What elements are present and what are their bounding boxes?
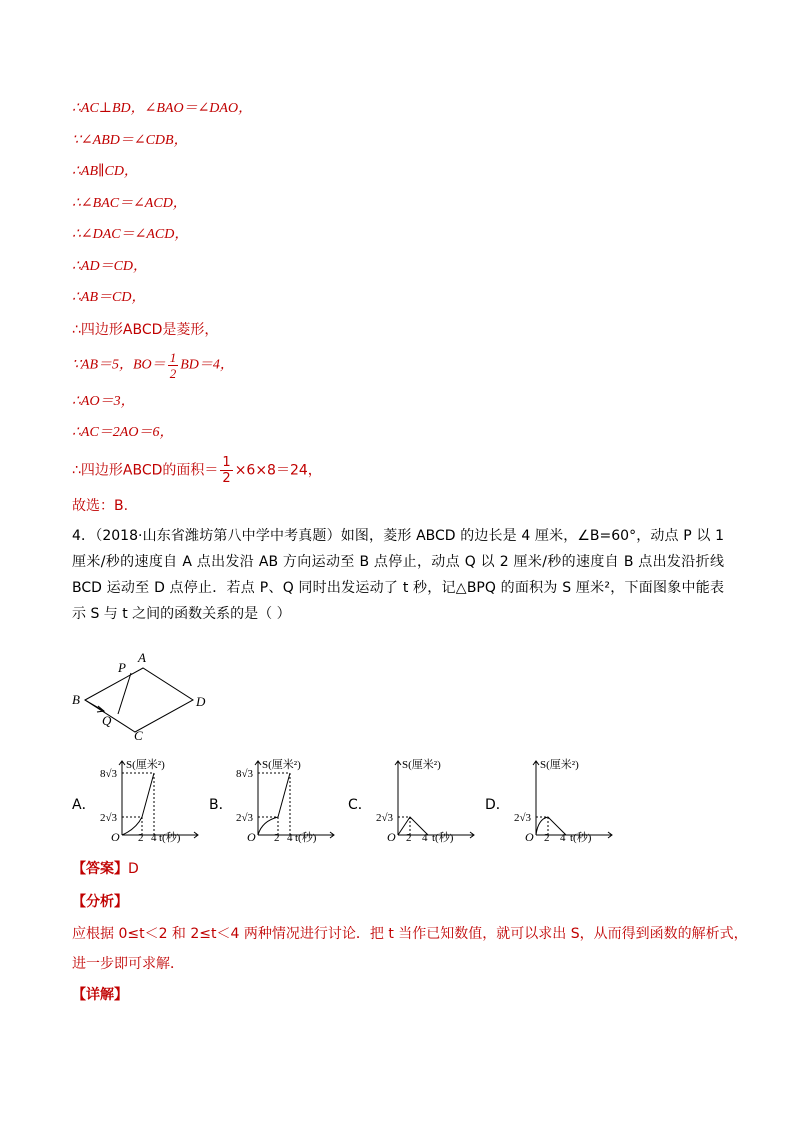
tick-2: 2: [406, 832, 412, 844]
proof-line-10: ∴AO＝3，: [72, 394, 135, 409]
tick-4: 4: [560, 832, 566, 844]
y-axis-label: S(厘米²): [402, 759, 441, 771]
proof-line-12-pre: ∴四边形ABCD的面积＝: [72, 462, 219, 479]
label-q: Q: [102, 713, 112, 728]
origin-label: O: [525, 830, 534, 844]
proof-line-12-post: ×6×8＝24，: [234, 462, 322, 479]
fraction-denominator: 2: [169, 366, 177, 381]
question-text: 4．（2018·山东省潍坊第八中学中考真题）如图，菱形 ABCD 的边长是 4 厘米，∠B=60°，动点 P 以 1 厘米/秒的速度自 A 点出发沿 AB 方向运动至 B 点停止，动点 Q 以 2 厘米/秒的速度自 B 点出发沿折线 BCD 运动至 D 点停止．若点 P、Q 同时出发运动了 t 秒，记△BPQ 的面积为 S 厘米²，下面图象中能表示 S 与 t 之间的函数关系的是（ ）: [72, 528, 724, 622]
tick-2: 2: [274, 832, 280, 844]
x-axis-label: t(秒): [432, 832, 454, 844]
proof-line-11: ∴AC＝2AO＝6，: [72, 425, 174, 440]
tick-2sqrt3: 2√3: [514, 812, 532, 824]
label-p: P: [118, 660, 126, 675]
fraction-numerator: 1: [222, 455, 231, 470]
label-a: A: [138, 650, 146, 665]
tick-8sqrt3: 8√3: [100, 768, 118, 780]
detail-label: 【详解】: [72, 987, 128, 1003]
segment-pq: [118, 673, 131, 714]
label-d: D: [196, 694, 206, 709]
x-axis-label: t(秒): [570, 832, 592, 844]
x-axis-label: t(秒): [159, 832, 181, 844]
y-axis-label: S(厘米²): [126, 759, 165, 771]
answer-line: [72, 860, 139, 878]
tick-2sqrt3: 2√3: [376, 812, 394, 824]
arrow-bq: [85, 700, 104, 711]
proof-line-8: ∴四边形ABCD是菱形，: [72, 322, 219, 338]
tick-8sqrt3: 8√3: [236, 768, 254, 780]
fraction-half: [220, 455, 232, 486]
origin-label: O: [387, 830, 396, 844]
option-b-graph: [226, 757, 336, 845]
answer-value: D: [128, 861, 139, 877]
x-axis-label: t(秒): [295, 832, 317, 844]
fraction-denominator: 2: [222, 471, 231, 486]
analysis-text-1: 应根据 0≤t＜2 和 2≤t＜4 两种情况进行讨论．把 t 当作已知数值，就可以求出 S，从而得到函数的解析式，: [72, 926, 748, 942]
option-d-graph: [504, 757, 614, 845]
tick-2sqrt3: 2√3: [236, 812, 254, 824]
origin-label: O: [247, 830, 256, 844]
analysis-label: 【分析】: [72, 894, 128, 910]
option-c-label: C．: [348, 797, 372, 813]
proof-line-2: ∵∠ABD＝∠CDB，: [72, 133, 188, 148]
fraction-half: [168, 350, 179, 381]
proof-conclusion: 故选：B.: [72, 498, 129, 514]
proof-line-4: ∴∠BAC＝∠ACD，: [72, 196, 187, 211]
proof-line-1: ∴AC⊥BD，∠BAO＝∠DAO，: [72, 101, 253, 116]
proof-line-9: [72, 350, 234, 381]
label-c: C: [134, 728, 143, 742]
answer-label: 【答案】: [72, 861, 128, 877]
tick-2sqrt3: 2√3: [100, 812, 118, 824]
option-a-label: A．: [72, 797, 96, 813]
tick-2: 2: [138, 832, 144, 844]
rhombus-figure: [68, 650, 218, 742]
option-c-graph: [366, 757, 476, 845]
proof-line-5: ∴∠DAC＝∠ACD，: [72, 227, 189, 242]
tick-4: 4: [151, 832, 157, 844]
proof-line-9-post: BD＝4，: [180, 357, 234, 373]
option-a-graph: [90, 757, 200, 845]
option-b-label: B．: [209, 797, 233, 813]
label-b: B: [72, 692, 80, 707]
curve: [122, 773, 154, 835]
tick-4: 4: [422, 832, 428, 844]
y-axis-label: S(厘米²): [540, 759, 579, 771]
origin-label: O: [111, 830, 120, 844]
proof-line-9-pre: ∵AB＝5，BO＝: [72, 357, 166, 373]
fraction-numerator: 1: [169, 350, 177, 365]
proof-line-3: ∴AB∥CD，: [72, 164, 138, 179]
y-axis-label: S(厘米²): [262, 759, 301, 771]
proof-line-6: ∴AD＝CD，: [72, 259, 148, 274]
proof-line-7: ∴AB＝CD，: [72, 290, 146, 305]
proof-line-12: [72, 455, 322, 486]
tick-2: 2: [544, 832, 550, 844]
curve: [258, 773, 290, 835]
analysis-text-2: 进一步即可求解．: [72, 956, 184, 972]
option-d-label: D．: [485, 797, 510, 813]
tick-4: 4: [287, 832, 293, 844]
